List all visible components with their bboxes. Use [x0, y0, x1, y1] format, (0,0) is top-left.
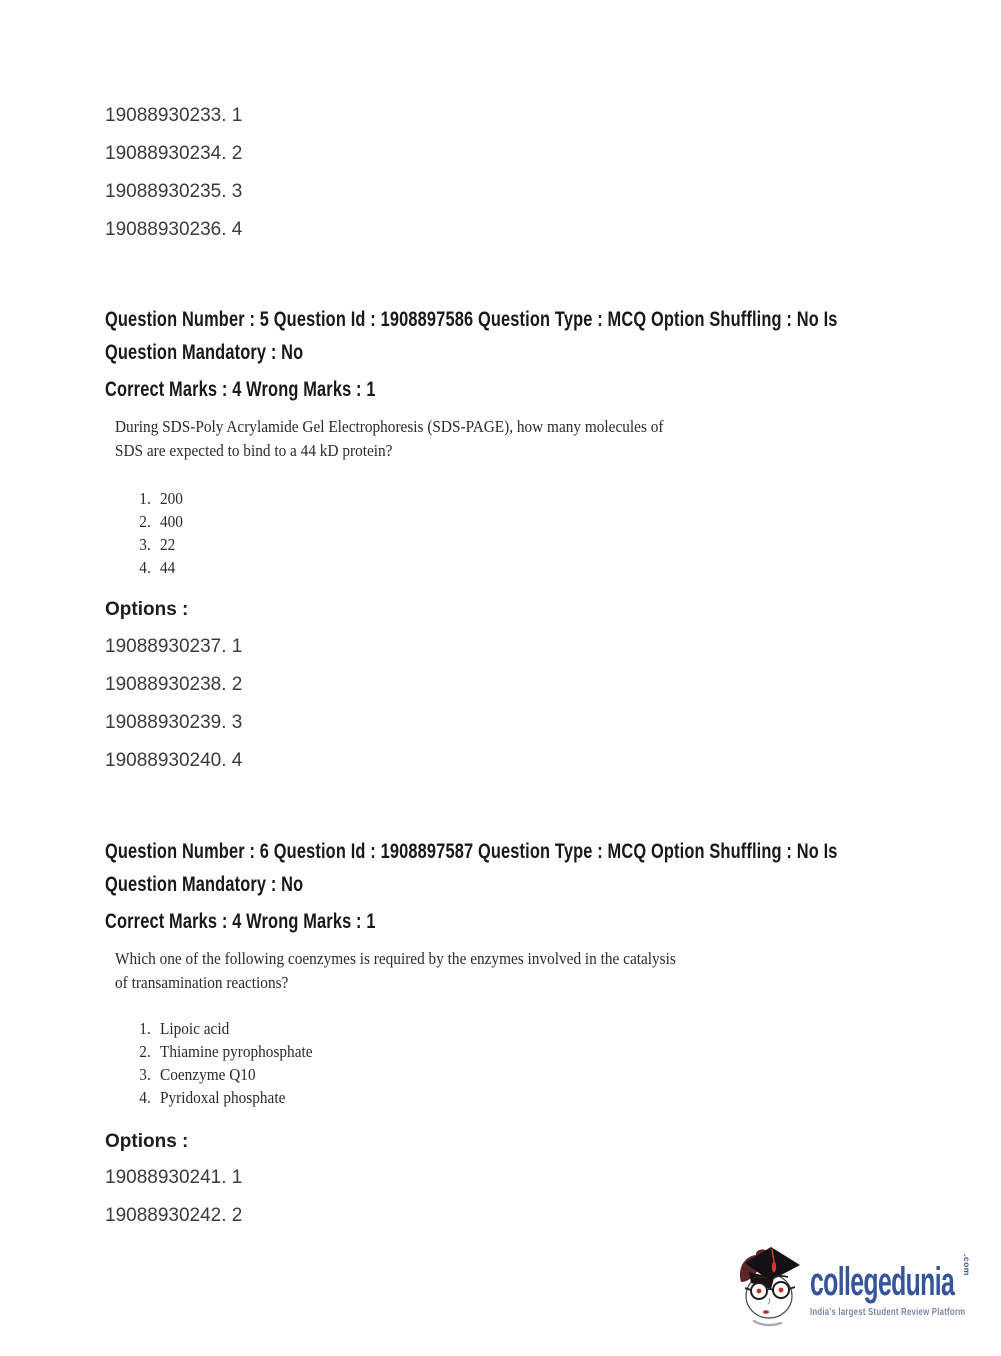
options-label: Options :	[105, 599, 189, 620]
choice-item: 4. Pyridoxal phosphate	[155, 1086, 676, 1109]
question-meta-line: Question Number : 6 Question Id : 1908897587 Question Type : MCQ Option Shuffling : No Is	[105, 840, 838, 863]
choice-item: 1. Lipoic acid	[155, 1017, 676, 1040]
question-mandatory-line: Question Mandatory : No	[105, 873, 304, 896]
choice-item: 4. 44	[155, 556, 664, 579]
question-header	[105, 303, 1001, 406]
question-block-6	[105, 835, 1001, 1226]
option-row: 19088930235. 3	[105, 181, 243, 202]
option-row: 19088930234. 2	[105, 143, 243, 164]
brand-wordmark: collegedunia	[810, 1260, 955, 1304]
question-stem	[115, 415, 663, 579]
collegedunia-logo[interactable]	[738, 1246, 1001, 1330]
choice-item: 3. 22	[155, 533, 664, 556]
question-marks-line: Correct Marks : 4 Wrong Marks : 1	[105, 910, 376, 933]
logo-text	[810, 1246, 1001, 1320]
options-label: Options :	[105, 1131, 189, 1152]
option-row: 19088930240. 4	[105, 750, 243, 771]
collegedunia-mascot-icon	[738, 1246, 806, 1330]
option-row: 19088930233. 1	[105, 105, 243, 126]
question-block-5	[105, 303, 1001, 771]
choice-item: 3. Coenzyme Q10	[155, 1063, 676, 1086]
stem-text-line: Which one of the following coenzymes is required by the enzymes involved in the catalysis	[115, 949, 676, 968]
choice-list	[115, 1017, 676, 1109]
choice-item: 2. 400	[155, 510, 664, 533]
question-header	[105, 835, 1001, 938]
option-row: 19088930236. 4	[105, 219, 243, 240]
choice-item: 1. 200	[155, 487, 664, 510]
question-meta-line: Question Number : 5 Question Id : 1908897586 Question Type : MCQ Option Shuffling : No Is	[105, 308, 838, 331]
option-row: 19088930242. 2	[105, 1205, 243, 1226]
option-row: 19088930238. 2	[105, 674, 243, 695]
question-marks-line: Correct Marks : 4 Wrong Marks : 1	[105, 378, 376, 401]
previous-question-options	[105, 106, 1001, 240]
question-mandatory-line: Question Mandatory : No	[105, 341, 304, 364]
brand-tagline: India's largest Student Review Platform	[810, 1307, 966, 1318]
choice-list	[115, 487, 663, 579]
brand-tld: .com	[962, 1254, 972, 1276]
stem-text-line: SDS are expected to bind to a 44 kD protein?	[115, 441, 393, 460]
stem-text-line: During SDS-Poly Acrylamide Gel Electrophoresis (SDS-PAGE), how many molecules of	[115, 417, 664, 436]
option-row: 19088930241. 1	[105, 1167, 243, 1188]
option-row: 19088930237. 1	[105, 636, 243, 657]
question-stem	[115, 947, 676, 1109]
stem-text-line: of transamination reactions?	[115, 973, 289, 992]
choice-item: 2. Thiamine pyrophosphate	[155, 1040, 676, 1063]
option-row: 19088930239. 3	[105, 712, 243, 733]
